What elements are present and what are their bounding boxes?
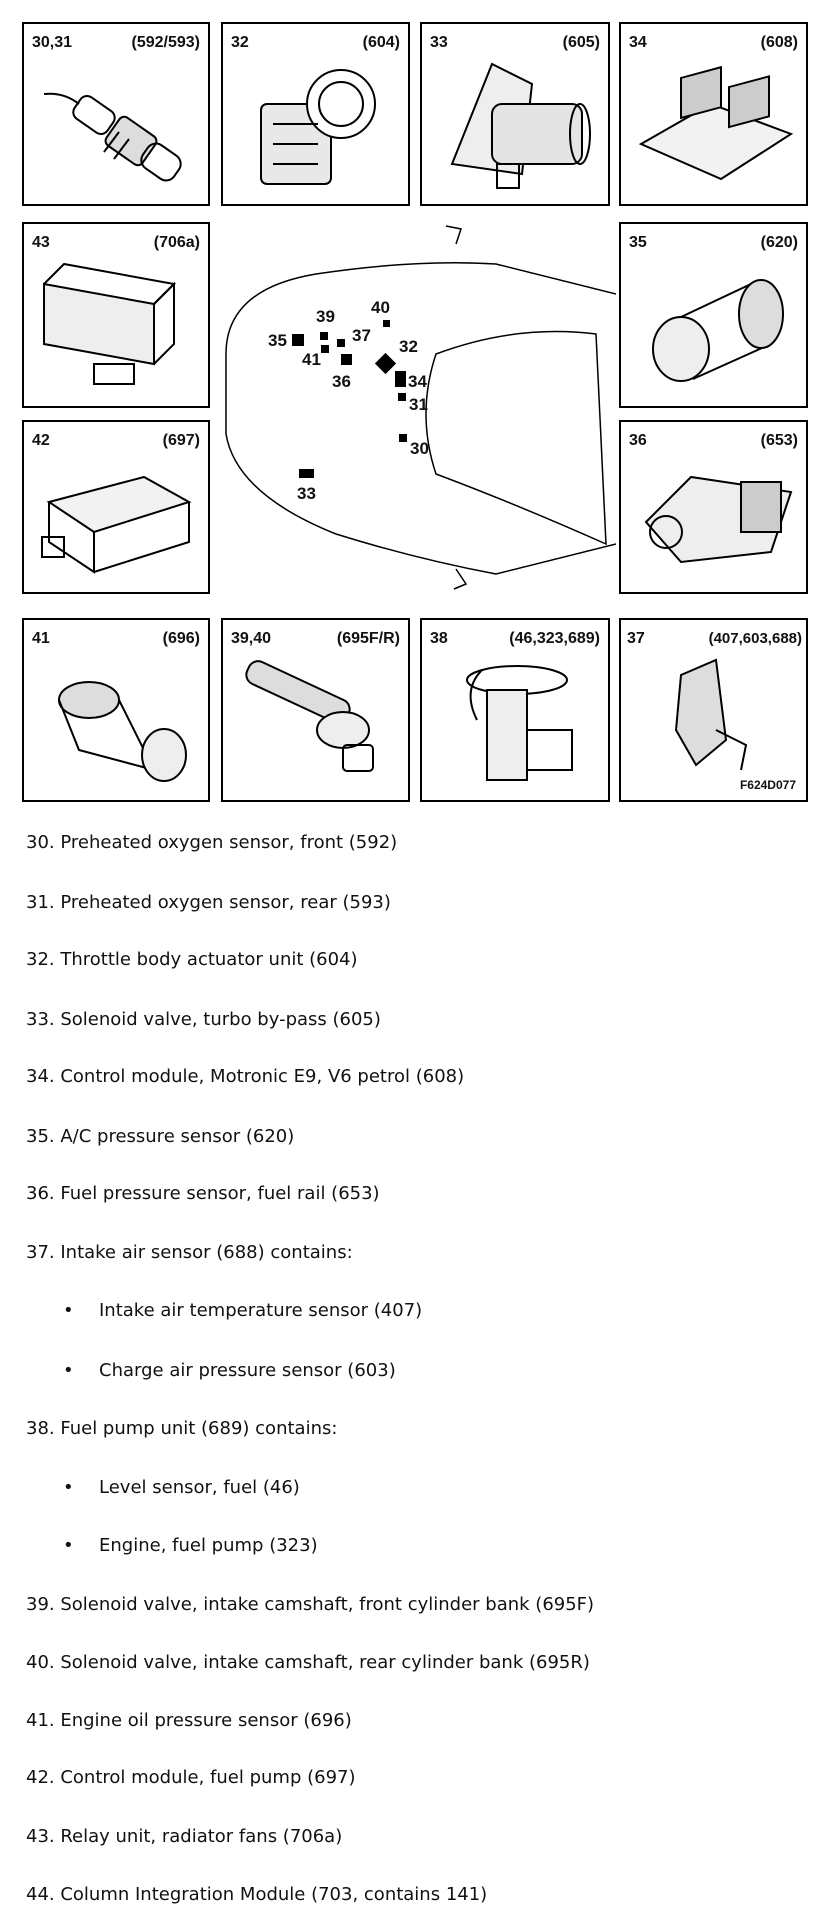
marker-34 xyxy=(395,371,406,387)
car-label-36: 36 xyxy=(332,372,351,391)
panel-number: 32 xyxy=(231,34,249,51)
list-sub-item xyxy=(65,1360,396,1381)
panel-fuel-pump-control-module xyxy=(22,420,210,594)
panel-code: (46,323,689) xyxy=(509,630,600,647)
fuel-pressure-sensor-icon xyxy=(621,422,808,594)
car-label-34: 34 xyxy=(408,372,427,391)
panel-number: 42 xyxy=(32,432,50,449)
panel-number: 41 xyxy=(32,630,50,647)
fuel-pump-unit-icon xyxy=(422,620,610,802)
panel-number: 34 xyxy=(629,34,647,51)
panel-oxygen-sensor xyxy=(22,22,210,206)
panel-ac-pressure-sensor xyxy=(619,222,808,408)
list-item: 30. Preheated oxygen sensor, front (592) xyxy=(26,832,398,853)
panel-intake-air-sensor xyxy=(619,618,808,802)
car-label-31: 31 xyxy=(409,395,428,414)
panel-number: 38 xyxy=(430,630,448,647)
vehicle-location-diagram xyxy=(216,214,616,594)
marker-37 xyxy=(337,339,345,347)
control-module-icon xyxy=(621,24,808,206)
list-sub-item xyxy=(65,1535,318,1556)
camshaft-solenoid-icon xyxy=(223,620,410,802)
car-label-35: 35 xyxy=(268,331,287,350)
marker-33 xyxy=(299,469,314,478)
component-figure xyxy=(0,0,832,790)
intake-air-sensor-icon xyxy=(621,620,808,802)
list-item: 33. Solenoid valve, turbo by-pass (605) xyxy=(26,1009,381,1030)
panel-code: (697) xyxy=(162,432,200,449)
list-item: 41. Engine oil pressure sensor (696) xyxy=(26,1710,352,1731)
panel-solenoid-valve-turbo xyxy=(420,22,610,206)
list-item: 35. A/C pressure sensor (620) xyxy=(26,1126,295,1147)
panel-code: (605) xyxy=(562,34,600,51)
car-label-33: 33 xyxy=(297,484,316,503)
panel-code: (604) xyxy=(362,34,400,51)
list-item: 36. Fuel pressure sensor, fuel rail (653) xyxy=(26,1183,380,1204)
car-label-37: 37 xyxy=(352,326,371,345)
list-item: 34. Control module, Motronic E9, V6 petrol (608) xyxy=(26,1066,465,1087)
oxygen-sensor-icon xyxy=(24,24,210,206)
panel-code: (592/593) xyxy=(131,34,200,51)
car-label-39: 39 xyxy=(316,307,335,326)
marker-40 xyxy=(383,320,390,327)
car-label-30: 30 xyxy=(410,439,429,458)
panel-throttle-body xyxy=(221,22,410,206)
oil-pressure-sensor-icon xyxy=(24,620,210,802)
panel-code: (620) xyxy=(760,234,798,251)
car-label-32: 32 xyxy=(399,337,418,356)
panel-control-module-motronic xyxy=(619,22,808,206)
list-item: 39. Solenoid valve, intake camshaft, front cylinder bank (695F) xyxy=(26,1594,595,1615)
list-item: 32. Throttle body actuator unit (604) xyxy=(26,949,358,970)
list-sub-item-text: Charge air pressure sensor (603) xyxy=(99,1360,396,1381)
marker-36 xyxy=(341,354,352,365)
car-label-41: 41 xyxy=(302,350,321,369)
panel-number: 35 xyxy=(629,234,647,251)
panel-number: 30,31 xyxy=(32,34,73,51)
panel-relay-unit xyxy=(22,222,210,408)
marker-39 xyxy=(320,332,328,340)
panel-number: 43 xyxy=(32,234,50,251)
throttle-body-icon xyxy=(223,24,410,206)
panel-code: (653) xyxy=(760,432,798,449)
list-item: 31. Preheated oxygen sensor, rear (593) xyxy=(26,892,391,913)
panel-code: (696) xyxy=(162,630,200,647)
panel-code: (695F/R) xyxy=(336,630,400,647)
panel-number: 36 xyxy=(629,432,647,449)
marker-31 xyxy=(398,393,406,401)
module-box-icon xyxy=(24,422,210,594)
list-sub-item xyxy=(65,1300,422,1321)
list-sub-item xyxy=(65,1477,300,1498)
panel-code: (706a) xyxy=(153,234,200,251)
panel-fuel-pressure-sensor xyxy=(619,420,808,594)
panel-code: (608) xyxy=(760,34,798,51)
panel-fuel-pump-unit xyxy=(420,618,610,802)
panel-engine-oil-pressure-sensor xyxy=(22,618,210,802)
figure-reference: F624D077 xyxy=(739,778,796,792)
panel-code: (407,603,688) xyxy=(708,630,802,647)
list-item: 44. Column Integration Module (703, contains 141) xyxy=(26,1884,488,1905)
list-sub-item-text: Engine, fuel pump (323) xyxy=(99,1535,318,1556)
list-item: 42. Control module, fuel pump (697) xyxy=(26,1767,356,1788)
list-item: 37. Intake air sensor (688) contains: xyxy=(26,1242,353,1263)
relay-unit-icon xyxy=(24,224,210,408)
panel-number: 33 xyxy=(430,34,448,51)
list-sub-item-text: Intake air temperature sensor (407) xyxy=(99,1300,423,1321)
marker-35 xyxy=(292,334,304,346)
pressure-sensor-icon xyxy=(621,224,808,408)
panel-number: 37 xyxy=(627,630,645,647)
list-item: 38. Fuel pump unit (689) contains: xyxy=(26,1418,338,1439)
marker-30 xyxy=(399,434,407,442)
panel-number: 39,40 xyxy=(231,630,272,647)
list-item: 43. Relay unit, radiator fans (706a) xyxy=(26,1826,343,1847)
panel-camshaft-solenoid xyxy=(221,618,410,802)
list-sub-item-text: Level sensor, fuel (46) xyxy=(99,1477,300,1498)
solenoid-valve-icon xyxy=(422,24,610,206)
car-label-40: 40 xyxy=(371,298,390,317)
marker-41 xyxy=(321,345,329,353)
list-item: 40. Solenoid valve, intake camshaft, rear cylinder bank (695R) xyxy=(26,1652,590,1673)
